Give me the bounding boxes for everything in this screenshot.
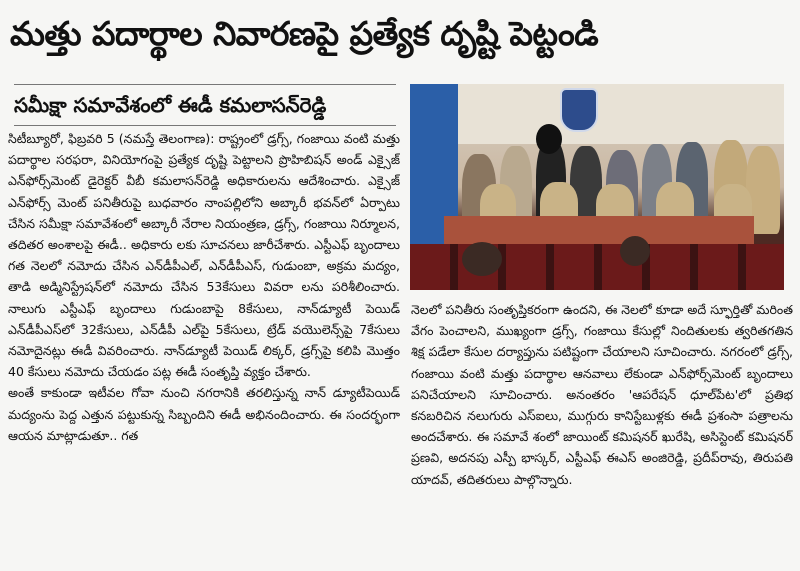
article-paragraph: నెలలో పనితీరు సంతృప్తికరంగా ఉందని, ఈ నెలలో కూడా అదే స్ఫూర్తితో మరింత వేగం పెంచాలని, ముఖ్యంగా డ్రగ్స్, గంజాయి కేసుల్లో నిందితులకు త్వరితగతిన శిక్ష పడేలా కేసుల దర్యాప్తును పటిష్టంగా చేయాలని సూచించారు. నగరంలో డ్రగ్స్, గంజాయి వంటి మత్తు పదార్థాల ఆనవాలు లేకుండా ఎన్‌ఫోర్స్‌మెంట్ బృందాలు పనిచేయాలని సూచించారు. అనంతరం 'ఆపరేషన్ ధూల్‌పేట'లో ప్రతిభ కనబరిచిన నలుగురు ఎస్‌ఐలు, ముగ్గురు కానిస్టేబుళ్లకు ఈడీ ప్రశంసా పత్రాలను అందచేశారు. ఈ సమావే శంలో జాయింట్ కమిషనర్ ఖురేషి, అసిస్టెంట్ కమిషనర్ ప్రణవి, అదనపు ఎస్పీ భాస్కర్, ఎస్టీఎఫ్ ఈఎస్ అంజిరెడ్డి, ప్రదీప్‌రావు, తిరుపతి యాదవ్, తదితరులు పాల్గొన్నారు.	[411, 302, 793, 487]
photo-head	[620, 236, 650, 266]
subheadline: సమీక్షా సమావేశంలో ఈడీ కమలాసన్‌రెడ్డి	[14, 84, 396, 126]
article-left-column	[8, 128, 400, 566]
headline: మత్తు పదార్థాల నివారణపై ప్రత్యేక దృష్టి పెట్టండి	[10, 14, 599, 53]
press-meet-photo	[410, 84, 784, 290]
photo-head	[462, 242, 502, 276]
photo-table	[444, 216, 754, 244]
article-paragraph: అంతే కాకుండా ఇటీవల గోవా నుంచి నగరానికి తరలిస్తున్న నాన్ డ్యూటీపెయిడ్ మద్యంను పెద్ద ఎత్తున పట్టుకున్న సిబ్బందిని ఈడీ అభినందించారు. ఈ సందర్భంగా ఆయన మాట్లాడుతూ.. గత	[8, 385, 400, 443]
article-paragraph: సిటీబ్యూరో, ఫిబ్రవరి 5 (నమస్తే తెలంగాణ): రాష్ట్రంలో డ్రగ్స్, గంజాయి వంటి మత్తు పదార్థాల సరఫరా, వినియోగంపై ప్రత్యేక దృష్టి పెట్టాలని ప్రొహిబిషన్ అండ్ ఎక్సైజ్ ఎన్‌ఫోర్స్‌మెంట్ డైరెక్టర్ వీబీ కమలాసన్‌రెడ్డి అధికారులను ఆదేశించారు. ఎక్సైజ్ ఎన్‌ఫోర్స్ మెంట్ పనితీరుపై బుధవారం నాంపల్లిలోని అబ్కారీ భవన్‌లో ఏర్పాటు చేసిన సమీక్షా సమావేశంలో అబ్కారీ నేరాల నియంత్రణ, డ్రగ్స్, గంజాయి నిర్మూలన, తదితర అంశాలపై ఈడీ.. అధికారు లకు సూచనలు జారీచేశారు. ఎస్టీఎఫ్ బృందాలు గత నెలలో నమోదు చేసిన ఎన్‌డీపీఎల్, ఎన్‌డీపీఎస్, గుడుంబా, అక్రమ మద్యం, తాడి అడ్మినిస్ట్రేషన్‌లో నమోదు చేసిన 53కేసులు వివరా లను పరిశీలించారు. నాలుగు ఎస్టీఎఫ్ బృందాలు గుడుంబాపై 8కేసులు, నాన్‌డ్యూటీ పెయిడ్ ఎన్‌డీపీఎస్‌లో 32కేసులు, ఎన్‌డీపీ ఎల్‌పై 5కేసులు, ట్రేడ్ వయొలెన్స్‌పై 7కేసులు నమోదైనట్లు ఈడీ వివరించారు. నాన్‌డ్యూటీ పెయిడ్ లిక్కర్, డ్రగ్స్‌పై కలిపి మొత్తం 40 కేసులు నమోదు చేయడం పట్ల ఈడీ సంతృప్తి వ్యక్తం చేశారు.	[8, 131, 400, 380]
article-right-column	[411, 299, 793, 557]
emblem-icon	[560, 88, 598, 132]
photo-head	[536, 124, 562, 154]
